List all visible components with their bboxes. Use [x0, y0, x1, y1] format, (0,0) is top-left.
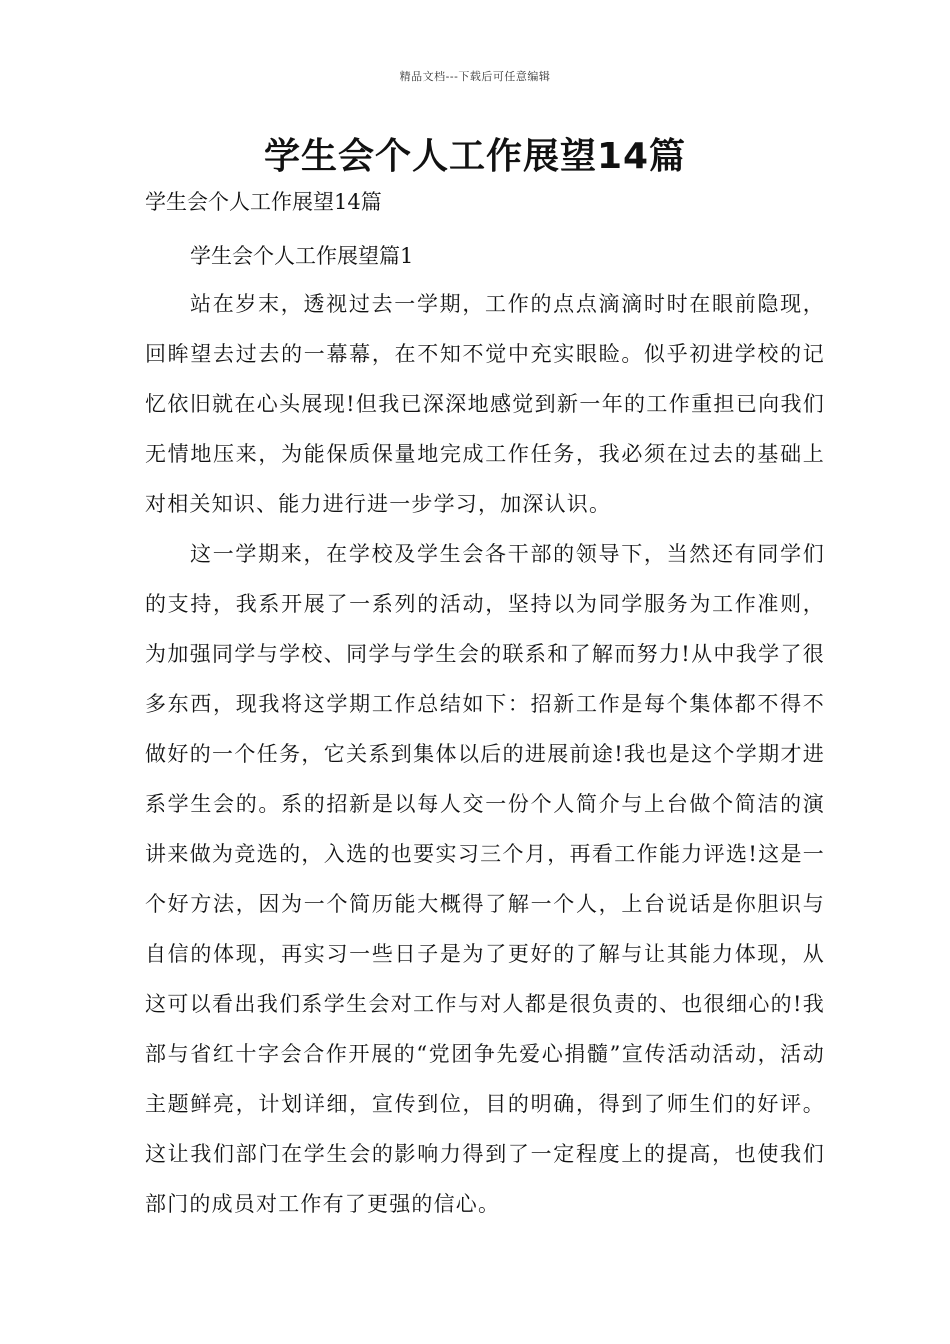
- paragraph-2: 这一学期来，在学校及学生会各干部的领导下，当然还有同学们的支持，我系开展了一系列的活动，坚持以为同学服务为工作准则，为加强同学与学校、同学与学生会的联系和了解而努力!从中我学了很多东西，现我将这学期工作总结如下：招新工作是每个集体都不得不做好的一个任务，它关系到集体以后的进展前途!我也是这个学期才进系学生会的。系的招新是以每人交一份个人简介与上台做个简洁的演讲来做为竞选的，入选的也要实习三个月，再看工作能力评选!这是一个好方法，因为一个简历能大概得了解一个人，上台说话是你胆识与自信的体现，再实习一些日子是为了更好的了解与让其能力体现，从这可以看出我们系学生会对工作与对人都是很负责的、也很细心的!我部与省红十字会合作开展的“党团争先爱心捐髓”宣传活动活动，活动主题鲜亮，计划详细，宣传到位，目的明确，得到了师生们的好评。这让我们部门在学生会的影响力得到了一定程度上的提高，也使我们部门的成员对工作有了更强的信心。: [145, 542, 825, 1216]
- document-subtitle: 学生会个人工作展望14篇: [145, 190, 382, 214]
- section-title: 学生会个人工作展望篇1: [190, 244, 414, 268]
- header-note: 精品文档---下载后可任意编辑: [399, 70, 551, 83]
- paragraph-1: 站在岁末，透视过去一学期，工作的点点滴滴时时在眼前隐现，回眸望去过去的一幕幕，在不知不觉中充实眼睑。似乎初进学校的记忆依旧就在心头展现!但我已深深地感觉到新一年的工作重担已向我们无情地压来，为能保质保量地完成工作任务，我必须在过去的基础上对相关知识、能力进行进一步学习，加深认识。: [145, 292, 825, 516]
- document-body: [145, 279, 825, 1229]
- page-title: 学生会个人工作展望14篇: [263, 136, 687, 177]
